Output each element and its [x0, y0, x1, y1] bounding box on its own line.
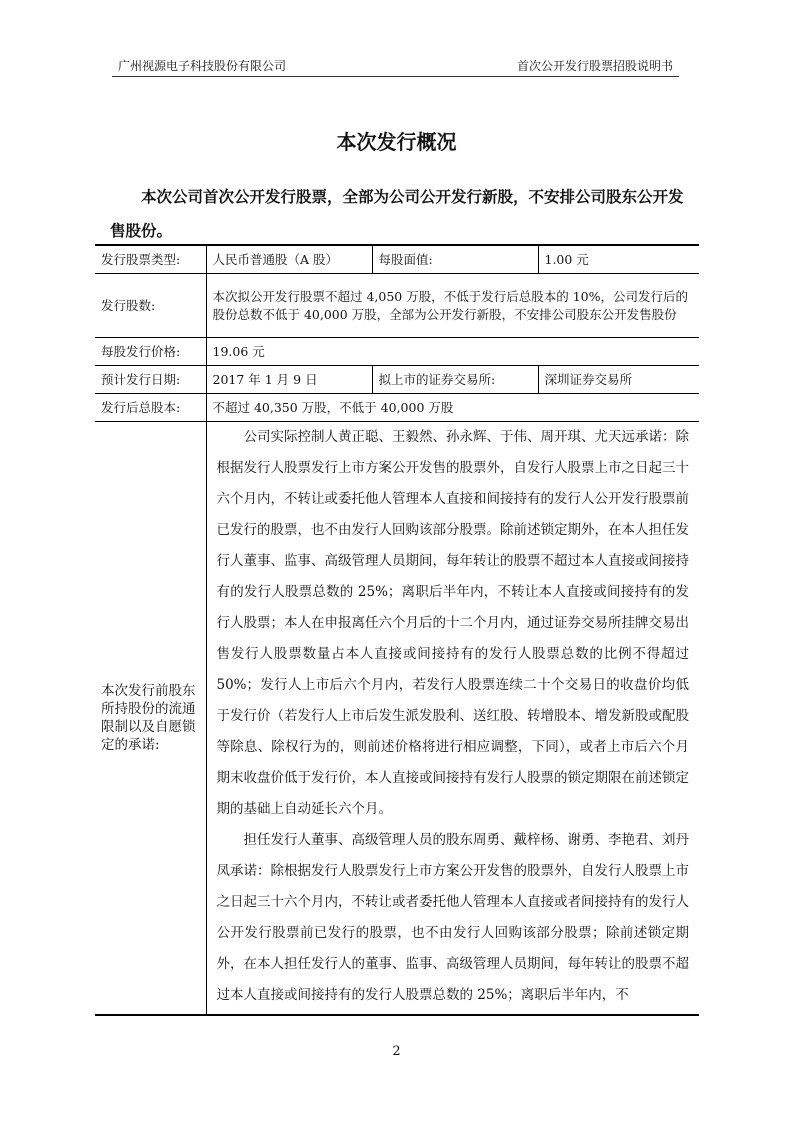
- intro-paragraph: 本次公司首次公开发行股票，全部为公司公开发行新股，不安排公司股东公开发售股份。: [110, 188, 684, 240]
- table-row: [95, 245, 699, 274]
- lockup-paragraph-controllers: 公司实际控制人黄正聪、王毅然、孙永辉、于伟、周开琪、尤天远承诺：除根据发行人股票发行上市方案公开发售的股票外，自发行人股票上市之日起三十六个月内，不转让或委托他人管理本人直接和间接持有的发行人公开发行股票前已发行的股票，也不由发行人回购该部分股票。除前述锁定期外，在本人担任发行人董事、监事、高级管理人员期间，每年转让的股票不超过本人直接或间接持有的发行人股票总数的 25%；离职后半年内，不转让本人直接或间接持有的发行人股票；本人在申报离任六个月后的十二个月内，通过证券交易所挂牌交易出售发行人股票数量占本人直接或间接持有的发行人股票总数的比例不得超过 50%；发行人上市后六个月内，若发行人股票连续二十个交易日的收盘价均低于发行价（若发行人上市后发生派发股利、送红股、转增股本、增发新股或配股等除息、除权行为的，则前述价格将进行相应调整，下同），或者上市后六个月期末收盘价低于发行价，本人直接或间接持有发行人股票的锁定期限在前述锁定期的基础上自动延长六个月。: [216, 429, 689, 817]
- value-lockup-commitments: [206, 422, 699, 1016]
- table-row: [95, 338, 699, 366]
- lockup-paragraph-directors: 担任发行人董事、高级管理人员的股东周勇、戴梓杨、谢勇、李艳君、刘丹凤承诺：除根据发行人股票发行上市方案公开发售的股票外，自发行人股票上市之日起三十六个月内，不转让或者委托他人管理本人直接或者间接持有的发行人公开发行股票前已发行的股票，也不由发行人回购该部分股票；除前述锁定期外，在本人担任发行人的董事、监事、高级管理人员期间，每年转让的股票不超过本人直接或间接持有的发行人股票总数的 25%；离职后半年内，不: [216, 832, 689, 1003]
- value-exchange: 深圳证券交易所: [538, 366, 699, 394]
- value-stock-type: 人民币普通股（A 股）: [206, 245, 372, 274]
- row-label-exchange: 拟上市的证券交易所:: [372, 366, 538, 394]
- header-company: 广州视源电子科技股份有限公司: [118, 59, 287, 73]
- value-issue-price: 19.06 元: [206, 338, 699, 366]
- header-divider: [112, 76, 679, 77]
- value-par-value: 1.00 元: [538, 245, 699, 274]
- header-document-title: 首次公开发行股票招股说明书: [516, 59, 673, 73]
- value-total-shares: 不超过 40,350 万股，不低于 40,000 万股: [206, 394, 699, 422]
- page-number: 2: [392, 1044, 401, 1059]
- row-label-issue-date: 预计发行日期:: [95, 366, 206, 394]
- table-row: [95, 422, 699, 1016]
- value-shares-issued: 本次拟公开发行股票不超过 4,050 万股，不低于发行后总股本的 10%，公司发行后的股份总数不低于 40,000 万股，全部为公开发行新股，不安排公司股东公开发售股份: [206, 274, 699, 338]
- row-label-par-value: 每股面值:: [372, 245, 538, 274]
- row-label-shares-issued: 发行股数:: [95, 274, 206, 338]
- row-label-stock-type: 发行股票类型:: [95, 245, 206, 274]
- row-label-total-shares: 发行后总股本:: [95, 394, 206, 422]
- table-row: [95, 366, 699, 394]
- offering-summary-table: [95, 244, 699, 1016]
- row-label-issue-price: 每股发行价格:: [95, 338, 206, 366]
- value-issue-date: 2017 年 1 月 9 日: [206, 366, 372, 394]
- page-title: 本次发行概况: [336, 130, 457, 154]
- table-row: [95, 394, 699, 422]
- row-label-lockup-commitments: 本次发行前股东所持股份的流通限制以及自愿锁定的承诺:: [95, 422, 206, 1016]
- table-row: [95, 274, 699, 338]
